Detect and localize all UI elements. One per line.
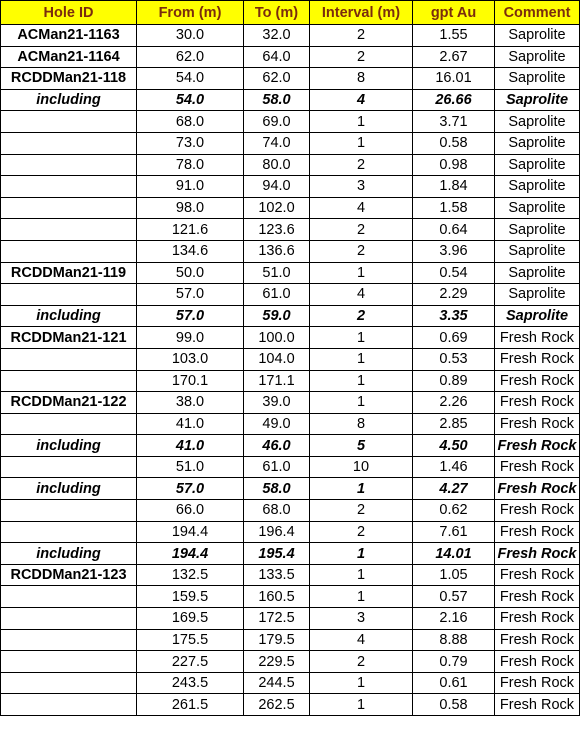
cell-hole-id bbox=[1, 521, 137, 543]
cell-hole-id: ACMan21-1163 bbox=[1, 25, 137, 47]
cell-comment: Fresh Rock bbox=[495, 586, 580, 608]
cell-from: 169.5 bbox=[137, 608, 244, 630]
cell-gpt-au: 0.69 bbox=[413, 327, 495, 349]
cell-gpt-au: 0.62 bbox=[413, 500, 495, 522]
cell-to: 49.0 bbox=[244, 413, 310, 435]
cell-to: 51.0 bbox=[244, 262, 310, 284]
cell-interval: 1 bbox=[310, 478, 413, 500]
table-row bbox=[1, 25, 580, 47]
cell-gpt-au: 3.96 bbox=[413, 240, 495, 262]
cell-gpt-au: 0.61 bbox=[413, 672, 495, 694]
table-row bbox=[1, 284, 580, 306]
cell-to: 160.5 bbox=[244, 586, 310, 608]
cell-comment: Saprolite bbox=[495, 219, 580, 241]
cell-gpt-au: 1.46 bbox=[413, 456, 495, 478]
cell-from: 38.0 bbox=[137, 392, 244, 414]
cell-gpt-au: 0.53 bbox=[413, 348, 495, 370]
cell-hole-id: including bbox=[1, 435, 137, 457]
cell-interval: 1 bbox=[310, 672, 413, 694]
cell-comment: Fresh Rock bbox=[495, 435, 580, 457]
table-row bbox=[1, 651, 580, 673]
cell-to: 172.5 bbox=[244, 608, 310, 630]
cell-comment: Fresh Rock bbox=[495, 629, 580, 651]
table-body bbox=[1, 25, 580, 716]
cell-from: 78.0 bbox=[137, 154, 244, 176]
cell-comment: Fresh Rock bbox=[495, 478, 580, 500]
cell-hole-id bbox=[1, 240, 137, 262]
cell-hole-id bbox=[1, 111, 137, 133]
cell-from: 194.4 bbox=[137, 543, 244, 565]
cell-gpt-au: 3.71 bbox=[413, 111, 495, 133]
cell-from: 41.0 bbox=[137, 413, 244, 435]
cell-interval: 3 bbox=[310, 608, 413, 630]
cell-interval: 1 bbox=[310, 111, 413, 133]
cell-interval: 8 bbox=[310, 413, 413, 435]
cell-gpt-au: 2.29 bbox=[413, 284, 495, 306]
cell-hole-id bbox=[1, 651, 137, 673]
header-comment: Comment bbox=[495, 1, 580, 25]
cell-comment: Saprolite bbox=[495, 262, 580, 284]
cell-hole-id bbox=[1, 197, 137, 219]
cell-interval: 2 bbox=[310, 521, 413, 543]
cell-to: 133.5 bbox=[244, 564, 310, 586]
cell-gpt-au: 0.58 bbox=[413, 694, 495, 716]
cell-comment: Fresh Rock bbox=[495, 564, 580, 586]
cell-from: 134.6 bbox=[137, 240, 244, 262]
cell-gpt-au: 0.89 bbox=[413, 370, 495, 392]
cell-comment: Saprolite bbox=[495, 197, 580, 219]
cell-interval: 2 bbox=[310, 305, 413, 327]
table-row bbox=[1, 176, 580, 198]
cell-gpt-au: 4.27 bbox=[413, 478, 495, 500]
cell-from: 51.0 bbox=[137, 456, 244, 478]
cell-from: 194.4 bbox=[137, 521, 244, 543]
table-row bbox=[1, 521, 580, 543]
cell-interval: 2 bbox=[310, 651, 413, 673]
table-row bbox=[1, 608, 580, 630]
cell-gpt-au: 1.55 bbox=[413, 25, 495, 47]
cell-interval: 1 bbox=[310, 262, 413, 284]
cell-to: 58.0 bbox=[244, 89, 310, 111]
cell-comment: Saprolite bbox=[495, 111, 580, 133]
cell-from: 41.0 bbox=[137, 435, 244, 457]
cell-interval: 1 bbox=[310, 392, 413, 414]
cell-interval: 5 bbox=[310, 435, 413, 457]
cell-interval: 4 bbox=[310, 629, 413, 651]
cell-interval: 1 bbox=[310, 327, 413, 349]
cell-to: 68.0 bbox=[244, 500, 310, 522]
cell-interval: 3 bbox=[310, 176, 413, 198]
cell-gpt-au: 0.98 bbox=[413, 154, 495, 176]
cell-hole-id bbox=[1, 672, 137, 694]
cell-gpt-au: 1.58 bbox=[413, 197, 495, 219]
cell-hole-id bbox=[1, 132, 137, 154]
cell-gpt-au: 1.05 bbox=[413, 564, 495, 586]
cell-gpt-au: 2.85 bbox=[413, 413, 495, 435]
cell-from: 159.5 bbox=[137, 586, 244, 608]
table-row bbox=[1, 564, 580, 586]
cell-gpt-au: 16.01 bbox=[413, 68, 495, 90]
cell-to: 100.0 bbox=[244, 327, 310, 349]
cell-comment: Fresh Rock bbox=[495, 521, 580, 543]
cell-comment: Fresh Rock bbox=[495, 500, 580, 522]
cell-to: 32.0 bbox=[244, 25, 310, 47]
cell-comment: Fresh Rock bbox=[495, 392, 580, 414]
cell-comment: Fresh Rock bbox=[495, 456, 580, 478]
cell-hole-id: including bbox=[1, 478, 137, 500]
table-row-including bbox=[1, 435, 580, 457]
cell-comment: Fresh Rock bbox=[495, 543, 580, 565]
cell-hole-id: including bbox=[1, 89, 137, 111]
cell-to: 244.5 bbox=[244, 672, 310, 694]
cell-interval: 1 bbox=[310, 543, 413, 565]
table-row bbox=[1, 586, 580, 608]
table-row bbox=[1, 197, 580, 219]
cell-from: 54.0 bbox=[137, 68, 244, 90]
table-row-including bbox=[1, 478, 580, 500]
cell-interval: 4 bbox=[310, 89, 413, 111]
cell-from: 54.0 bbox=[137, 89, 244, 111]
cell-to: 136.6 bbox=[244, 240, 310, 262]
cell-comment: Fresh Rock bbox=[495, 370, 580, 392]
cell-interval: 1 bbox=[310, 348, 413, 370]
cell-from: 132.5 bbox=[137, 564, 244, 586]
cell-gpt-au: 7.61 bbox=[413, 521, 495, 543]
table-row bbox=[1, 154, 580, 176]
table-row-including bbox=[1, 89, 580, 111]
cell-interval: 2 bbox=[310, 154, 413, 176]
cell-from: 57.0 bbox=[137, 478, 244, 500]
cell-to: 64.0 bbox=[244, 46, 310, 68]
cell-interval: 1 bbox=[310, 132, 413, 154]
cell-from: 50.0 bbox=[137, 262, 244, 284]
cell-hole-id bbox=[1, 694, 137, 716]
cell-to: 195.4 bbox=[244, 543, 310, 565]
cell-comment: Fresh Rock bbox=[495, 694, 580, 716]
cell-hole-id bbox=[1, 370, 137, 392]
cell-from: 261.5 bbox=[137, 694, 244, 716]
cell-comment: Saprolite bbox=[495, 176, 580, 198]
cell-to: 39.0 bbox=[244, 392, 310, 414]
cell-interval: 8 bbox=[310, 68, 413, 90]
table-header-row bbox=[1, 1, 580, 25]
cell-hole-id: RCDDMan21-119 bbox=[1, 262, 137, 284]
cell-gpt-au: 8.88 bbox=[413, 629, 495, 651]
cell-from: 66.0 bbox=[137, 500, 244, 522]
table-row bbox=[1, 413, 580, 435]
table-row bbox=[1, 370, 580, 392]
cell-interval: 1 bbox=[310, 370, 413, 392]
cell-to: 179.5 bbox=[244, 629, 310, 651]
table-row bbox=[1, 111, 580, 133]
cell-hole-id: RCDDMan21-122 bbox=[1, 392, 137, 414]
cell-gpt-au: 0.64 bbox=[413, 219, 495, 241]
table-row bbox=[1, 629, 580, 651]
cell-from: 57.0 bbox=[137, 305, 244, 327]
table-row bbox=[1, 132, 580, 154]
table-row bbox=[1, 500, 580, 522]
cell-from: 103.0 bbox=[137, 348, 244, 370]
cell-hole-id bbox=[1, 348, 137, 370]
cell-to: 123.6 bbox=[244, 219, 310, 241]
cell-to: 104.0 bbox=[244, 348, 310, 370]
cell-hole-id bbox=[1, 154, 137, 176]
header-hole-id: Hole ID bbox=[1, 1, 137, 25]
cell-hole-id bbox=[1, 608, 137, 630]
cell-from: 73.0 bbox=[137, 132, 244, 154]
cell-gpt-au: 0.58 bbox=[413, 132, 495, 154]
cell-hole-id: ACMan21-1164 bbox=[1, 46, 137, 68]
cell-hole-id bbox=[1, 284, 137, 306]
cell-from: 68.0 bbox=[137, 111, 244, 133]
table-row bbox=[1, 672, 580, 694]
table-row bbox=[1, 240, 580, 262]
table-row bbox=[1, 68, 580, 90]
cell-hole-id bbox=[1, 176, 137, 198]
cell-interval: 2 bbox=[310, 25, 413, 47]
table-row bbox=[1, 456, 580, 478]
cell-gpt-au: 0.57 bbox=[413, 586, 495, 608]
cell-comment: Saprolite bbox=[495, 25, 580, 47]
table-row-including bbox=[1, 305, 580, 327]
table-row bbox=[1, 262, 580, 284]
cell-hole-id bbox=[1, 413, 137, 435]
table-row-including bbox=[1, 543, 580, 565]
cell-gpt-au: 0.54 bbox=[413, 262, 495, 284]
cell-to: 59.0 bbox=[244, 305, 310, 327]
table-row bbox=[1, 327, 580, 349]
cell-to: 102.0 bbox=[244, 197, 310, 219]
cell-from: 227.5 bbox=[137, 651, 244, 673]
cell-from: 91.0 bbox=[137, 176, 244, 198]
cell-comment: Saprolite bbox=[495, 89, 580, 111]
cell-gpt-au: 4.50 bbox=[413, 435, 495, 457]
cell-hole-id bbox=[1, 629, 137, 651]
table-row bbox=[1, 219, 580, 241]
cell-to: 196.4 bbox=[244, 521, 310, 543]
cell-interval: 1 bbox=[310, 586, 413, 608]
cell-to: 80.0 bbox=[244, 154, 310, 176]
cell-comment: Fresh Rock bbox=[495, 348, 580, 370]
cell-from: 243.5 bbox=[137, 672, 244, 694]
cell-to: 171.1 bbox=[244, 370, 310, 392]
table-row bbox=[1, 348, 580, 370]
table-row bbox=[1, 392, 580, 414]
cell-to: 46.0 bbox=[244, 435, 310, 457]
cell-to: 61.0 bbox=[244, 284, 310, 306]
cell-comment: Fresh Rock bbox=[495, 413, 580, 435]
header-gpt-au: gpt Au bbox=[413, 1, 495, 25]
cell-from: 98.0 bbox=[137, 197, 244, 219]
cell-hole-id: RCDDMan21-123 bbox=[1, 564, 137, 586]
cell-hole-id: RCDDMan21-118 bbox=[1, 68, 137, 90]
cell-from: 121.6 bbox=[137, 219, 244, 241]
cell-comment: Fresh Rock bbox=[495, 327, 580, 349]
table-row bbox=[1, 46, 580, 68]
cell-gpt-au: 0.79 bbox=[413, 651, 495, 673]
cell-hole-id bbox=[1, 456, 137, 478]
cell-gpt-au: 3.35 bbox=[413, 305, 495, 327]
cell-hole-id bbox=[1, 586, 137, 608]
header-interval: Interval (m) bbox=[310, 1, 413, 25]
cell-hole-id bbox=[1, 500, 137, 522]
cell-gpt-au: 2.16 bbox=[413, 608, 495, 630]
cell-comment: Saprolite bbox=[495, 240, 580, 262]
cell-comment: Saprolite bbox=[495, 132, 580, 154]
cell-interval: 4 bbox=[310, 284, 413, 306]
cell-to: 229.5 bbox=[244, 651, 310, 673]
cell-comment: Saprolite bbox=[495, 46, 580, 68]
cell-from: 170.1 bbox=[137, 370, 244, 392]
cell-to: 94.0 bbox=[244, 176, 310, 198]
cell-comment: Saprolite bbox=[495, 305, 580, 327]
cell-from: 99.0 bbox=[137, 327, 244, 349]
cell-hole-id bbox=[1, 219, 137, 241]
cell-interval: 10 bbox=[310, 456, 413, 478]
cell-gpt-au: 2.67 bbox=[413, 46, 495, 68]
cell-hole-id: including bbox=[1, 543, 137, 565]
cell-interval: 1 bbox=[310, 694, 413, 716]
cell-interval: 2 bbox=[310, 240, 413, 262]
cell-interval: 2 bbox=[310, 500, 413, 522]
cell-to: 58.0 bbox=[244, 478, 310, 500]
header-from: From (m) bbox=[137, 1, 244, 25]
cell-to: 62.0 bbox=[244, 68, 310, 90]
cell-from: 30.0 bbox=[137, 25, 244, 47]
header-to: To (m) bbox=[244, 1, 310, 25]
cell-hole-id: including bbox=[1, 305, 137, 327]
cell-comment: Saprolite bbox=[495, 284, 580, 306]
cell-interval: 4 bbox=[310, 197, 413, 219]
cell-interval: 1 bbox=[310, 564, 413, 586]
cell-gpt-au: 1.84 bbox=[413, 176, 495, 198]
cell-comment: Fresh Rock bbox=[495, 608, 580, 630]
table-row bbox=[1, 694, 580, 716]
cell-interval: 2 bbox=[310, 219, 413, 241]
cell-comment: Fresh Rock bbox=[495, 651, 580, 673]
cell-comment: Fresh Rock bbox=[495, 672, 580, 694]
cell-gpt-au: 14.01 bbox=[413, 543, 495, 565]
cell-comment: Saprolite bbox=[495, 68, 580, 90]
cell-gpt-au: 26.66 bbox=[413, 89, 495, 111]
cell-hole-id: RCDDMan21-121 bbox=[1, 327, 137, 349]
cell-to: 74.0 bbox=[244, 132, 310, 154]
cell-to: 61.0 bbox=[244, 456, 310, 478]
cell-comment: Saprolite bbox=[495, 154, 580, 176]
cell-gpt-au: 2.26 bbox=[413, 392, 495, 414]
cell-from: 175.5 bbox=[137, 629, 244, 651]
cell-from: 62.0 bbox=[137, 46, 244, 68]
cell-to: 262.5 bbox=[244, 694, 310, 716]
cell-from: 57.0 bbox=[137, 284, 244, 306]
cell-interval: 2 bbox=[310, 46, 413, 68]
cell-to: 69.0 bbox=[244, 111, 310, 133]
